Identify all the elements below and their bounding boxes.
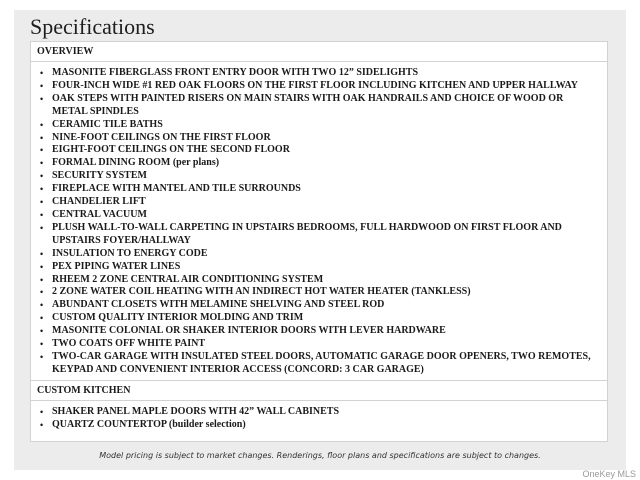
list-item: • FOUR-INCH WIDE #1 RED OAK FLOORS ON THE FIRST FLOOR INCLUDING KITCHEN AND UPPER HALLWAY <box>40 79 579 91</box>
list-item: • PEX PIPING WATER LINES <box>40 260 181 272</box>
bullet-icon: • <box>40 93 44 104</box>
bullet-icon: • <box>40 261 44 272</box>
bullet-icon: • <box>40 274 44 285</box>
list-item: • EIGHT-FOOT CEILINGS ON THE SECOND FLOOR <box>40 144 290 156</box>
list-item: • TWO COATS OFF WHITE PAINT <box>40 338 205 350</box>
list-item: • SHAKER PANEL MAPLE DOORS WITH 42” WALL CABINETS <box>40 405 340 417</box>
list-item: • CHANDELIER LIFT <box>40 196 146 208</box>
page-title: Specifications <box>30 14 155 39</box>
overview-list <box>31 62 607 380</box>
bullet-icon: • <box>40 68 44 78</box>
spec-card <box>30 41 608 442</box>
bullet-icon: • <box>40 158 44 169</box>
bullet-icon: • <box>40 248 44 259</box>
list-item: • OAK STEPS WITH PAINTED RISERS ON MAIN STAIRS WITH OAK HANDRAILS AND CHOICE OF WOOD OR METAL SPINDLES <box>40 92 564 117</box>
list-item: • FIREPLACE WITH MANTEL AND TILE SURROUNDS <box>40 183 301 195</box>
list-item: • QUARTZ COUNTERTOP (builder selection) <box>40 418 246 430</box>
bullet-icon: • <box>40 419 44 430</box>
list-item: • SECURITY SYSTEM <box>40 170 147 182</box>
disclaimer-note: Model pricing is subject to market changes. Renderings, floor plans and specifications are subject to changes. <box>99 451 541 460</box>
list-item: • CENTRAL VACUUM <box>40 208 147 220</box>
list-item: • TWO-CAR GARAGE WITH INSULATED STEEL DOORS, AUTOMATIC GARAGE DOOR OPENERS, TWO REMOTES, KEYPAD AND CONVENIENT INTERIOR ACCESS (CONCORD: 3 CAR GARAGE) <box>40 350 591 375</box>
list-item: • CUSTOM QUALITY INTERIOR MOLDING AND TRIM <box>40 312 304 324</box>
bullet-icon: • <box>40 209 44 220</box>
bullet-icon: • <box>40 326 44 337</box>
list-item: • PLUSH WALL-TO-WALL CARPETING IN UPSTAIRS BEDROOMS, FULL HARDWOOD ON FIRST FLOOR AND UPSTAIRS FOYER/HALLWAY <box>40 221 562 246</box>
list-item: • MASONITE COLONIAL OR SHAKER INTERIOR DOORS WITH LEVER HARDWARE <box>40 325 446 337</box>
list-item: • FORMAL DINING ROOM (per plans) <box>40 157 220 169</box>
custom-kitchen-list <box>31 401 607 435</box>
list-item: • 2 ZONE WATER COIL HEATING WITH AN INDIRECT HOT WATER HEATER (TANKLESS) <box>40 286 471 298</box>
bullet-icon: • <box>40 119 44 130</box>
list-item: • RHEEM 2 ZONE CENTRAL AIR CONDITIONING SYSTEM <box>40 273 324 285</box>
bullet-icon: • <box>40 171 44 182</box>
bullet-icon: • <box>40 145 44 156</box>
watermark: OneKey MLS <box>582 469 636 479</box>
bullet-icon: • <box>40 300 44 311</box>
bullet-icon: • <box>40 339 44 350</box>
bullet-icon: • <box>40 313 44 324</box>
list-item: • INSULATION TO ENERGY CODE <box>40 247 208 259</box>
bullet-icon: • <box>40 80 44 91</box>
bullet-icon: • <box>40 406 44 417</box>
spec-sheet <box>14 10 626 470</box>
bullet-icon: • <box>40 351 44 362</box>
list-item: • CERAMIC TILE BATHS <box>40 118 163 130</box>
list-item: • ABUNDANT CLOSETS WITH MELAMINE SHELVING AND STEEL ROD <box>40 299 385 311</box>
bullet-icon: • <box>40 184 44 195</box>
bullet-icon: • <box>40 222 44 233</box>
list-item: • NINE-FOOT CEILINGS ON THE FIRST FLOOR <box>40 131 271 143</box>
bullet-icon: • <box>40 132 44 143</box>
bullet-icon: • <box>40 287 44 298</box>
custom-kitchen-heading: CUSTOM KITCHEN <box>31 380 607 401</box>
overview-heading: OVERVIEW <box>31 42 607 62</box>
list-item: • MASONITE FIBERGLASS FRONT ENTRY DOOR WITH TWO 12” SIDELIGHTS <box>40 67 419 78</box>
bullet-icon: • <box>40 197 44 208</box>
